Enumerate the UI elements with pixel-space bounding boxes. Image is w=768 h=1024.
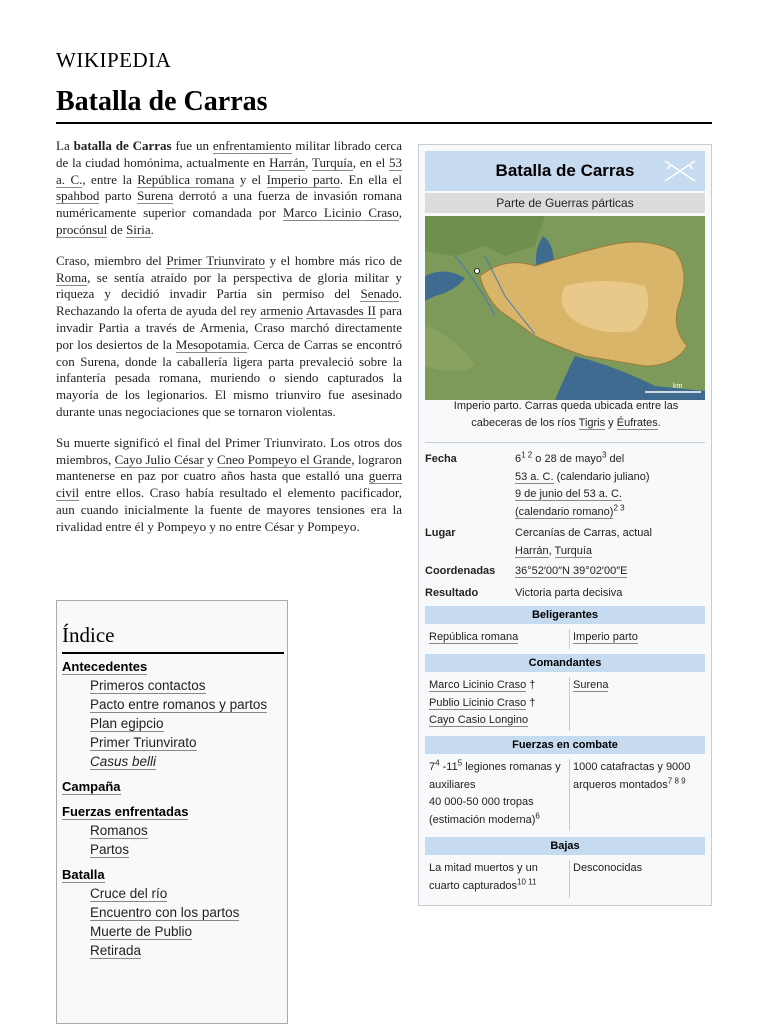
fecha-value — [515, 451, 705, 521]
row-bajas — [425, 860, 705, 898]
toc-subsection[interactable]: Primeros contactos — [90, 678, 206, 693]
header-fuerzas: Fuerzas en combate — [425, 736, 705, 754]
calendar-link[interactable]: (calendario romano) — [515, 505, 614, 518]
toc-subsection[interactable]: Casus belli — [90, 754, 157, 769]
infobox-title-text: Batalla de Carras — [495, 161, 635, 180]
parthian-empire-map[interactable] — [425, 216, 705, 400]
article-link[interactable]: Imperio parto — [266, 171, 340, 187]
article-text: , se sentía atraído por la perspectiva de gloria militar y riqueza y decidió invadir Partia sin permiso del — [56, 269, 402, 302]
commander-link[interactable]: Publio Licinio Craso — [429, 696, 527, 709]
page-title: Batalla de Carras — [56, 86, 268, 117]
harran-link[interactable]: Harrán — [515, 544, 549, 557]
map-caption — [433, 398, 699, 432]
infobox — [418, 144, 712, 906]
row-coordenadas — [425, 563, 705, 581]
article-link[interactable]: guerra civil — [56, 468, 402, 501]
title-divider — [56, 122, 712, 124]
fecha-day: 6 — [515, 453, 522, 465]
lugar-text: Cercanías de Carras, actual — [515, 527, 652, 539]
toc-divider — [62, 652, 284, 654]
caption-text: y — [605, 417, 617, 429]
column-divider — [569, 860, 570, 898]
article-link[interactable]: Cayo Julio César — [114, 451, 204, 467]
article-text: , lograron mantenerse en paz por cuatro años hasta que estalló una — [56, 451, 402, 484]
column-divider — [569, 677, 570, 731]
fecha-roman[interactable]: 9 de junio del 53 a. C. — [515, 488, 623, 500]
map-scale-label: km — [673, 383, 683, 390]
paragraph-2 — [56, 253, 402, 421]
table-of-contents — [56, 600, 288, 1024]
result-label: Resultado — [425, 587, 479, 599]
toc-subsection[interactable]: Primer Triunvirato — [90, 735, 197, 750]
dagger-icon: † — [529, 696, 536, 709]
forces-text: 7 — [429, 761, 436, 773]
article-text: La — [56, 138, 74, 153]
footnote-ref[interactable]: 3 — [601, 450, 607, 460]
infobox-title — [425, 151, 705, 191]
article-body — [56, 138, 402, 550]
toc-subsection[interactable]: Plan egipcio — [90, 716, 164, 731]
article-term: batalla de Carras — [73, 138, 172, 153]
article-link[interactable]: Artavasdes II — [305, 303, 376, 319]
commander-link[interactable]: Marco Licinio Craso — [429, 679, 527, 691]
fecha-text: (calendario juliano) — [553, 470, 650, 483]
toc-section[interactable]: Fuerzas enfrentadas — [62, 804, 189, 819]
commander-link[interactable]: Cayo Casio Longino — [429, 714, 529, 726]
article-text: . — [150, 221, 154, 237]
toc-section[interactable]: Antecedentes — [62, 659, 148, 674]
article-link[interactable]: Roma — [56, 269, 88, 285]
footnote-ref[interactable]: 4 — [435, 758, 440, 768]
caption-text: Imperio parto. Carras queda ubicada entre las cabeceras de los ríos — [453, 400, 679, 429]
forces-text: legiones romanas y auxiliares — [429, 761, 561, 791]
footnote-ref[interactable]: 10 11 — [517, 876, 537, 886]
result-value: Victoria parta decisiva — [515, 587, 623, 599]
paragraph-3 — [56, 435, 402, 536]
lugar-value — [515, 525, 705, 560]
caption-text: . — [657, 417, 661, 429]
casualties-text: La mitad muertos y un cuarto capturados — [429, 862, 538, 892]
article-text: y el — [234, 171, 267, 187]
row-fecha — [425, 451, 705, 521]
paragraph-1 — [56, 138, 402, 239]
header-comandantes: Comandantes — [425, 654, 705, 672]
coordinates-link[interactable]: 36°52′00″N 39°02′00″E — [515, 565, 628, 577]
toc-title: Índice — [62, 623, 115, 647]
lugar-text: , — [548, 544, 555, 557]
article-text: fue un — [171, 138, 213, 153]
infobox-divider — [425, 442, 705, 443]
article-text: . Rechazando la oferta de ayuda del rey — [56, 286, 402, 319]
infobox-subtitle[interactable]: Parte de Guerras párticas — [425, 193, 705, 213]
article-link[interactable]: Surena — [137, 188, 174, 204]
parthian-empire-link[interactable]: Imperio parto — [573, 631, 638, 643]
column-divider — [569, 629, 570, 649]
turquia-link[interactable]: Turquía — [554, 544, 593, 557]
article-link[interactable]: Siria — [126, 221, 151, 237]
toc-subsection[interactable]: Romanos — [90, 823, 148, 838]
article-text: Su muerte significó el final del Primer Triunvirato. Los otros dos miembros, — [56, 434, 402, 467]
row-resultado — [425, 585, 705, 603]
article-text: , entre la — [82, 171, 138, 187]
article-link[interactable]: armenio — [260, 303, 304, 319]
article-text: y el hombre más rico de — [264, 252, 402, 268]
row-lugar — [425, 525, 705, 561]
casualties-text: Desconocidas — [573, 862, 643, 874]
toc-section[interactable]: Campaña — [62, 779, 121, 794]
toc-subsection[interactable]: Retirada — [90, 943, 142, 958]
fecha-label: Fecha — [425, 453, 457, 465]
toc-subsection[interactable]: Muerte de Publio — [90, 924, 193, 939]
article-text: , en el — [352, 154, 390, 170]
article-text: parto — [99, 188, 138, 204]
roman-republic-link[interactable]: República romana — [429, 631, 519, 643]
article-text: y — [203, 451, 217, 467]
article-text: , — [398, 205, 402, 221]
row-beligerantes — [425, 629, 705, 649]
row-fuerzas — [425, 759, 705, 831]
article-text: Craso, miembro del — [56, 252, 167, 268]
article-link[interactable]: Senado — [360, 286, 399, 302]
header-beligerantes: Beligerantes — [425, 606, 705, 624]
article-link[interactable]: Harrán — [269, 154, 306, 170]
article-text: derrotó a una fuerza de invasión romana numéricamente superior comandada por — [56, 188, 402, 221]
wikipedia-logo[interactable]: WIKIPEDIA — [56, 48, 172, 72]
fecha-text: del — [606, 453, 625, 465]
column-divider — [569, 759, 570, 831]
footnote-ref[interactable]: 6 — [535, 810, 540, 820]
forces-text: 1000 catafractas y 9000 arqueros montados — [573, 761, 691, 791]
article-link[interactable]: spahbod — [56, 188, 100, 204]
coord-label: Coordenadas — [425, 565, 496, 577]
article-text: . En ella el — [339, 171, 402, 187]
article-link[interactable]: enfrentamiento — [212, 138, 292, 153]
article-link[interactable]: República romana — [137, 171, 235, 187]
tigris-link[interactable]: Tigris — [578, 417, 606, 429]
footnote-ref[interactable]: 1 2 — [521, 450, 533, 460]
article-link[interactable]: Marco Licinio Craso — [283, 205, 399, 221]
row-comandantes — [425, 677, 705, 731]
toc-subsection[interactable]: Partos — [90, 842, 130, 857]
article-text: de — [107, 221, 127, 237]
lugar-label: Lugar — [425, 527, 456, 539]
article-link[interactable]: Cneo Pompeyo el Grande — [216, 451, 352, 467]
surena-link[interactable]: Surena — [573, 679, 609, 691]
footnote-ref[interactable]: 5 — [457, 758, 463, 768]
article-text: para invadir Partia a través de Armenia, Craso marchó directamente por los desiertos de la — [56, 303, 402, 352]
article-text: . Cerca de Carras se encontró con Surena, donde la caballería ligera parta prevaleció sobre la infantería pesada romana, muriendo o siendo capturados la mayoría de los legionarios. El mismo triunviro fue asesinado durante unas negociaciones que se tornaron violentas. — [56, 336, 402, 419]
article-link[interactable]: 53 a. C. — [56, 154, 403, 187]
toc-list — [62, 657, 284, 960]
footnote-ref[interactable]: 7 8 9 — [667, 775, 686, 785]
footnote-ref[interactable]: 2 3 — [613, 502, 625, 512]
toc-subsection[interactable]: Encuentro con los partos — [90, 905, 240, 920]
year-link[interactable]: 53 a. C. — [515, 470, 554, 483]
toc-section[interactable]: Batalla — [62, 867, 105, 882]
article-link[interactable]: procónsul — [56, 221, 108, 237]
header-bajas: Bajas — [425, 837, 705, 855]
article-link[interactable]: Mesopotamia — [175, 336, 247, 352]
article-text: entre ellos. Craso había resultado el elemento pacificador, aun cuando inicialmente la fuente de mayores tensiones era la rivalidad entre él y Pompeyo y no entre César y Pompeyo. — [56, 485, 402, 534]
forces-text: -11 — [439, 761, 458, 773]
toc-subsection[interactable]: Cruce del río — [90, 886, 168, 901]
article-text: , — [305, 154, 312, 170]
article-link[interactable]: Turquía — [311, 154, 353, 170]
toc-subsection[interactable]: Pacto entre romanos y partos — [90, 697, 268, 712]
fecha-alt: o 28 de mayo — [532, 453, 602, 465]
crossed-swords-icon — [663, 155, 697, 187]
article-text: militar librado cerca de la ciudad homónima, actualmente en — [56, 138, 403, 170]
dagger-icon: † — [529, 679, 536, 691]
article-link[interactable]: Primer Triunvirato — [166, 252, 265, 268]
forces-text: 40 000-50 000 tropas (estimación moderna) — [429, 796, 536, 826]
eufrates-link[interactable]: Éufrates — [616, 417, 658, 429]
